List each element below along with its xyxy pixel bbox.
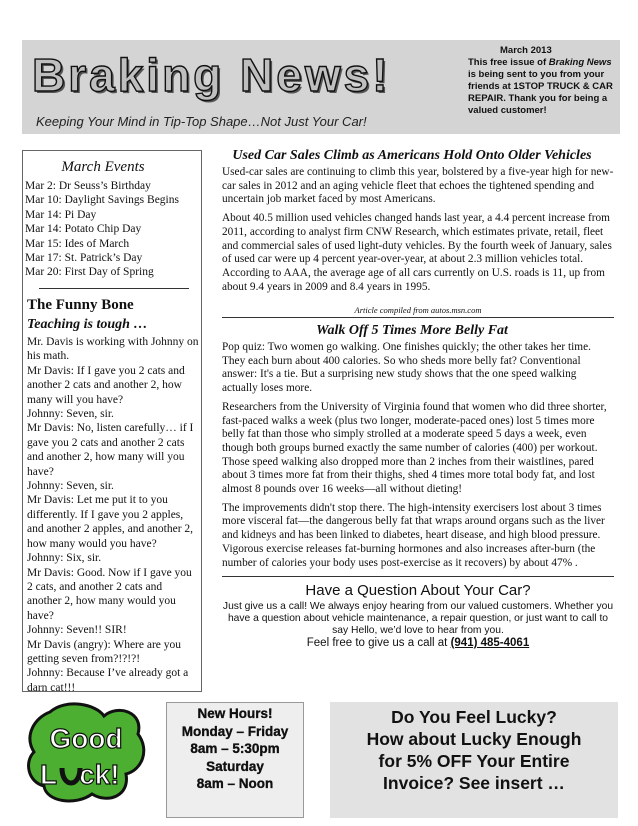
article-paragraph: The improvements didn't stop there. The high-intensity exercisers lost about 3 times more visceral fat—the dangerous belly fat that wraps around organs such as the liver and kidneys and has been linked to diabetes, heart disease, and high blood pressure. Vigorous exercise releases fat-burning hormones and also increases after-burn (the number of calories your body uses post-exercise as it recovers) by about 47% .	[222, 501, 605, 569]
hours-weekday: 8am – 5:30pm	[190, 741, 280, 756]
newsletter-title: Braking News!	[32, 49, 391, 101]
event-item: Mar 14: Pi Day	[25, 208, 97, 221]
issue-date: March 2013	[500, 45, 552, 56]
joke-line: Johnny: Seven!! SIR!	[27, 624, 127, 637]
joke-line: Johnny: Because I’ve already got a darn cat!!!	[27, 667, 189, 694]
hours-saturday: 8am – Noon	[196, 776, 274, 791]
good-luck-letters-ck: ck!	[79, 759, 120, 790]
hours-saturday-label: Saturday	[206, 758, 264, 774]
issue-note-lead: This free issue of	[468, 57, 549, 68]
promo-line: How about Lucky Enough	[366, 729, 582, 749]
good-luck-word-good: Good	[49, 723, 123, 754]
event-item: Mar 20: First Day of Spring	[25, 266, 154, 279]
question-body: Just give us a call! We always enjoy hearing from our valued customers. Whether you have a question about vehicle maintenance, a repair question, or just want to call to say Hello, we’d love to hear from you.	[222, 601, 614, 637]
article-belly-fat-title: Walk Off 5 Times More Belly Fat	[316, 323, 508, 338]
joke-text	[27, 335, 199, 695]
article-credit: Article compiled from autos.msn.com	[222, 305, 614, 318]
joke-line: Mr Davis: No, listen carefully… if I gave you 2 cats and another 2 cats and another 2, how many will you have?	[27, 422, 194, 478]
promo-line: Do You Feel Lucky?	[391, 707, 557, 727]
joke-line: Mr Davis: Good. Now if I gave you 2 cats, and another 2 cats and another 2, how many would you have?	[27, 566, 192, 622]
joke-line: Johnny: Seven, sir.	[27, 408, 114, 421]
promo-line	[330, 772, 618, 794]
event-item: Mar 15: Ides of March	[25, 237, 130, 250]
new-hours-box	[166, 702, 304, 818]
event-item: Mar 17: St. Patrick’s Day	[25, 252, 143, 265]
article-paragraph: Pop quiz: Two women go walking. One finishes quickly; the other takes her time. They each burn about 400 calories. So who sheds more belly fat? Conventional answer: It's a tie. But a surprising new study shows that the one speed walking actually loses more.	[222, 341, 591, 395]
promo-invoice: Invoice?	[383, 773, 459, 793]
joke-line: Mr. Davis is working with Johnny on his math.	[27, 336, 199, 363]
issue-note	[468, 57, 616, 117]
promo-see-insert: See insert …	[458, 773, 565, 793]
section-divider	[39, 288, 189, 289]
good-luck-clover-art	[26, 700, 146, 808]
question-title: Have a Question About Your Car?	[305, 582, 531, 599]
good-luck-letter-l: L	[40, 759, 58, 790]
joke-line: Johnny: Six, sir.	[27, 552, 102, 565]
newsletter-tagline: Keeping Your Mind in Tip-Top Shape…Not Just Your Car!	[36, 114, 367, 129]
event-item: Mar 10: Daylight Savings Begins	[25, 194, 179, 207]
joke-line: Mr Davis: Let me put it to you differently. If I gave you 2 apples, and another 2 apples, and another 2, how many would you have?	[27, 494, 194, 550]
joke-line: Mr Davis (angry): Where are you getting seven from?!?!?!	[27, 638, 182, 665]
joke-line: Johnny: Seven, sir.	[27, 480, 114, 493]
joke-line: Mr Davis: If I gave you 2 cats and another 2 cats and another 2, how many will you have?	[27, 364, 185, 406]
event-item: Mar 14: Potato Chip Day	[25, 223, 142, 236]
funny-bone-title: The Funny Bone	[27, 297, 134, 313]
article-belly-fat-body	[222, 341, 614, 575]
hours-days: Monday – Friday	[181, 723, 289, 739]
events-title: March Events	[61, 159, 145, 175]
article-paragraph: Used-car sales are continuing to climb this year, bolstered by a five-year high for new-car sales in 2012 and an aging vehicle fleet that echoes the tightened spending and uncertain job market faced by most Americans.	[222, 166, 614, 206]
lucky-promo-box	[330, 702, 618, 818]
section-divider	[222, 576, 614, 577]
article-used-car-body	[222, 166, 614, 299]
funny-bone-subtitle: Teaching is tough …	[27, 317, 148, 332]
article-paragraph: Researchers from the University of Virginia found that women who did three shorter, fast-paced walks a week (plus two longer, moderate-paced ones) lost 5 times more belly fat than those who simply strolled at a moderate speed 5 days a week, even though both groups burned exactly the same number of calories (400) per workout. Those speed walking also dropped more than 2 inches from their waistlines, pared about 3 times more fat from their thighs, shed 4 times more total body fat, and lost almost 8 pounds over 16 weeks—all without dieting!	[222, 400, 607, 496]
issue-note-publication: Braking News	[548, 57, 612, 68]
hours-title: New Hours!	[197, 706, 273, 721]
events-list	[25, 179, 201, 280]
call-line	[222, 637, 614, 649]
promo-line: for 5% OFF Your Entire	[378, 751, 570, 771]
issue-note-rest: is being sent to you from your friends at 1STOP TRUCK & CAR REPAIR. Thank you for being a valued customer!	[468, 69, 613, 116]
article-used-car-title: Used Car Sales Climb as Americans Hold Onto Older Vehicles	[232, 148, 592, 163]
phone-number[interactable]: (941) 485-4061	[450, 637, 530, 649]
article-paragraph: About 40.5 million used vehicles changed hands last year, a 4.4 percent increase from 2011, according to analyst firm CNW Research, which estimates private, retail, fleet and commercial sales of used light-duty vehicles. By the fourth week of January, sales of used car were up 4 percent year-over-year, at about 2.3 million vehicles total. According to AAA, the average age of all cars currently on U.S. roads is 11, up from about 9.4 years in 2009 and 8.4 years in 1995.	[222, 212, 612, 293]
call-text: Feel free to give us a call at	[306, 637, 451, 649]
left-sidebar	[22, 150, 202, 692]
event-item: Mar 2: Dr Seuss’s Birthday	[25, 180, 151, 192]
